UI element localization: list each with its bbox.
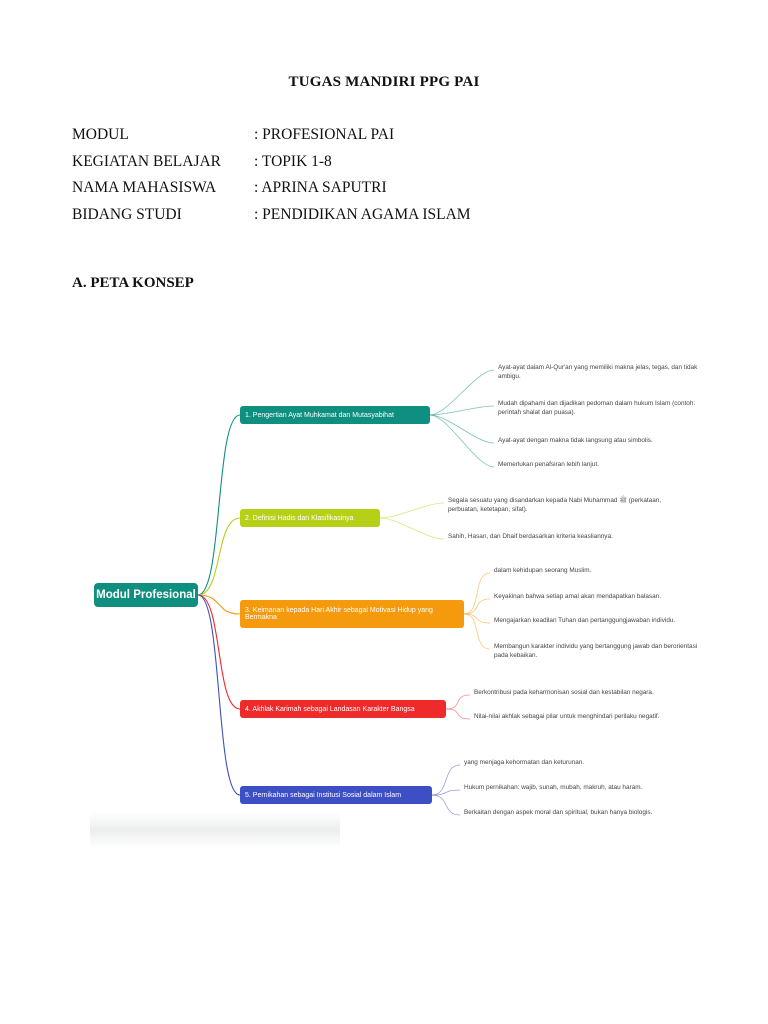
leaf-text: Keyakinan bahwa setiap amal akan mendapatkan balasan. bbox=[494, 593, 661, 600]
leaf-text: Berkontribusi pada keharmonisan sosial dan kestabilan negara. bbox=[474, 689, 654, 696]
leaf-text: Ayat-ayat dalam Al-Qur'an yang memiliki makna jelas, tegas, dan tidak ambigu. bbox=[498, 364, 698, 380]
meta-value: : APRINA SAPUTRI bbox=[254, 179, 387, 196]
leaf-text: Mudah dipahami dan dijadikan pedoman dalam hukum Islam (contoh: perintah shalat dan puasa). bbox=[498, 400, 696, 416]
document-title: TUGAS MANDIRI PPG PAI bbox=[288, 74, 480, 90]
connector-branch-leaf bbox=[432, 795, 460, 815]
leaf-text: Nilai-nilai akhlak sebagai pilar untuk menghindari perilaku negatif. bbox=[474, 713, 660, 720]
concept-map bbox=[90, 350, 720, 855]
section-heading: A. PETA KONSEP bbox=[72, 275, 194, 291]
leaf-text: dalam kehidupan seorang Muslim. bbox=[494, 567, 592, 574]
branch-node-1: 1. Pengertian Ayat Muhkamat dan Mutasyabihat bbox=[240, 406, 430, 424]
leaf-text: Membangun karakter individu yang bertanggung jawab dan berorientasi pada kebaikan. bbox=[494, 643, 698, 659]
leaf-text: Ayat-ayat dengan makna tidak langsung atau simbolis. bbox=[498, 437, 653, 444]
meta-label: MODUL bbox=[72, 126, 129, 143]
connector-branch-leaf bbox=[430, 406, 494, 415]
leaf-text: Hukum pernikahan: wajib, sunah, mubah, makruh, atau haram. bbox=[464, 784, 643, 791]
connector-branch-leaf bbox=[464, 599, 490, 614]
meta-label: KEGIATAN BELAJAR bbox=[72, 152, 222, 170]
connector-branch-leaf bbox=[446, 695, 470, 709]
root-node: Modul Profesional bbox=[94, 583, 198, 607]
connector-branch-leaf bbox=[446, 709, 470, 719]
meta-value: : PROFESIONAL PAI bbox=[254, 126, 395, 143]
leaf-text: Mengajarkan keadilan Tuhan dan pertanggungjawaban individu. bbox=[494, 617, 676, 624]
leaf-text: Berkaitan dengan aspek moral dan spiritual, bukan hanya biologis. bbox=[464, 809, 653, 816]
connector-branch-leaf bbox=[380, 518, 444, 539]
leaf-text: Sahih, Hasan, dan Dhaif berdasarkan kriteria keasliannya. bbox=[448, 533, 613, 540]
connector-root-branch-2 bbox=[198, 518, 240, 595]
meta-label: BIDANG STUDI bbox=[72, 205, 182, 223]
meta-label: NAMA MAHASISWA bbox=[72, 179, 217, 196]
connector-branch-leaf bbox=[464, 573, 490, 614]
meta-value: : TOPIK 1-8 bbox=[254, 152, 332, 170]
connector-branch-leaf bbox=[380, 503, 444, 518]
scan-artifact bbox=[90, 812, 340, 848]
branch-node-5: 5. Pernikahan sebagai Institusi Sosial dalam Islam bbox=[240, 786, 432, 804]
leaf-text: Segala sesuatu yang disandarkan kepada Nabi Muhammad ﷺ (perkataan, perbuatan, ketetapan, sifat). bbox=[448, 497, 662, 513]
branch-node-2: 2. Definisi Hadis dan Klasifikasinya bbox=[240, 509, 380, 527]
connector-root-branch-5 bbox=[198, 595, 240, 795]
leaf-text: yang menjaga kehormatan dan keturunan. bbox=[464, 759, 585, 766]
connector-branch-leaf bbox=[464, 614, 490, 623]
connector-root-branch-1 bbox=[198, 415, 240, 595]
leaf-text: Memerlukan penafsiran lebih lanjut. bbox=[498, 461, 599, 468]
connector-branch-leaf bbox=[464, 614, 490, 649]
connector-branch-leaf bbox=[430, 370, 494, 415]
branch-node-3: 3. Keimanan kepada Hari Akhir sebagai Motivasi Hidup yang Bermakna bbox=[240, 600, 464, 628]
branch-node-4: 4. Akhlak Karimah sebagai Landasan Karakter Bangsa bbox=[240, 700, 446, 718]
meta-value: : PENDIDIKAN AGAMA ISLAM bbox=[254, 205, 471, 223]
